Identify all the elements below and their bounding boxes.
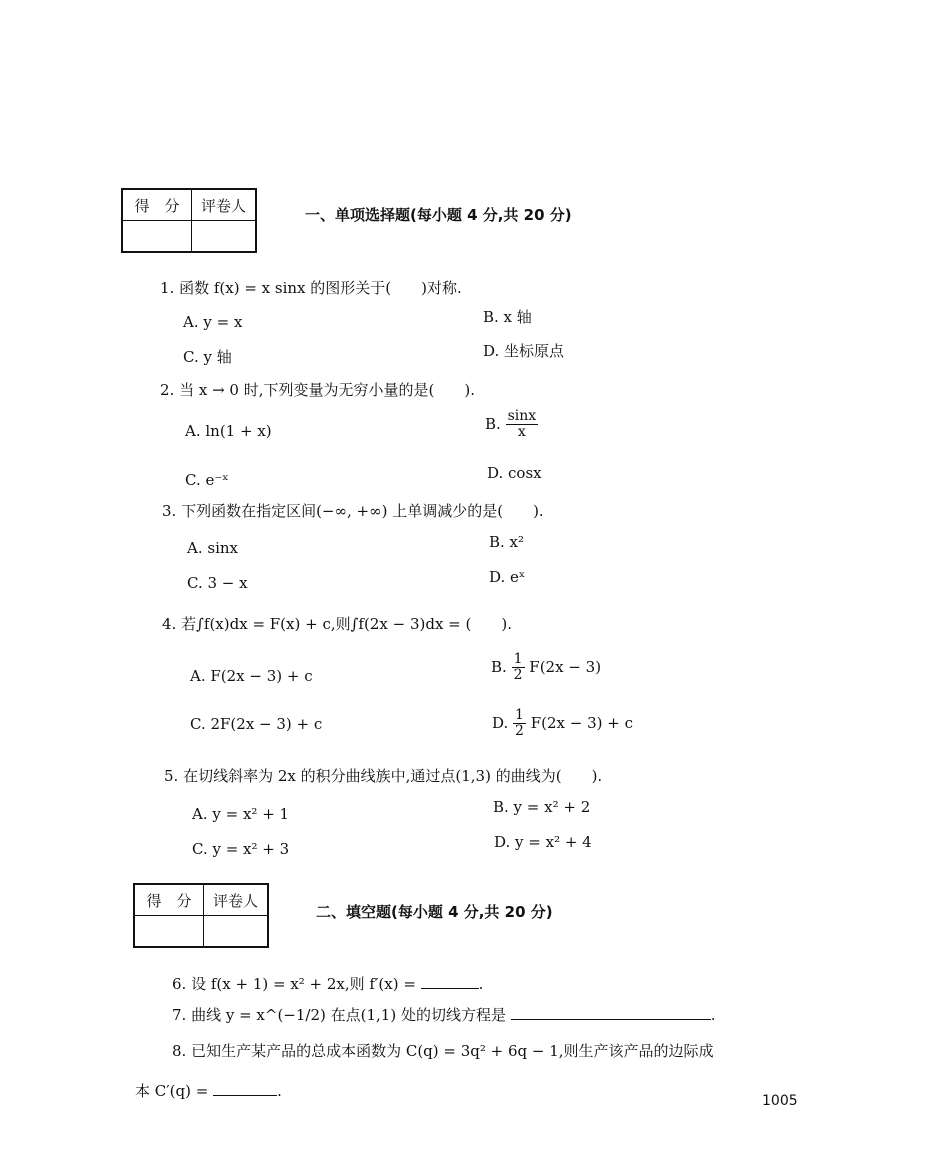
q2-option-c: C. e⁻ˣ xyxy=(185,471,229,489)
score-cell xyxy=(134,916,204,948)
q3-option-d: D. eˣ xyxy=(489,568,526,586)
section-title-2: 二、填空题(每小题 4 分,共 20 分) xyxy=(316,903,553,921)
question-3-stem: 3. 下列函数在指定区间(−∞, +∞) 上单调减少的是( ). xyxy=(162,502,544,520)
q8-stem: 本 C′(q) = xyxy=(135,1082,209,1100)
q7-answer-blank[interactable] xyxy=(511,1005,711,1020)
q4-b-prefix: B. xyxy=(491,657,507,676)
q2-b-denominator: x xyxy=(517,424,526,441)
q6-stem: 6. 设 f(x + 1) = x² + 2x,则 f′(x) = xyxy=(172,975,416,993)
q4-option-b xyxy=(491,652,601,684)
q4-b-fraction xyxy=(512,652,525,684)
question-8-line-2 xyxy=(135,1080,282,1101)
q2-b-numerator: sinx xyxy=(507,408,537,424)
grader-label: 评卷人 xyxy=(192,189,257,221)
q2-option-a: A. ln(1 + x) xyxy=(185,422,272,440)
q6-end: . xyxy=(478,975,484,993)
q4-option-c: C. 2F(2x − 3) + c xyxy=(190,715,323,733)
q5-option-b: B. y = x² + 2 xyxy=(493,798,591,816)
q3-option-c: C. 3 − x xyxy=(187,574,248,592)
grader-label: 评卷人 xyxy=(204,884,269,916)
q2-option-b xyxy=(485,409,538,441)
q2-option-d: D. cosx xyxy=(487,464,542,482)
question-5-stem: 5. 在切线斜率为 2x 的积分曲线族中,通过点(1,3) 的曲线为( ). xyxy=(164,767,603,785)
q4-d-fraction xyxy=(513,708,526,740)
q4-option-a: A. F(2x − 3) + c xyxy=(190,667,313,685)
q4-d-denominator: 2 xyxy=(515,723,524,740)
q4-b-rest: F(2x − 3) xyxy=(529,657,602,676)
q4-d-numerator: 1 xyxy=(515,707,524,723)
grader-cell xyxy=(192,221,257,253)
q5-option-d: D. y = x² + 4 xyxy=(494,833,592,851)
page-number: 1005 xyxy=(762,1093,798,1109)
question-7 xyxy=(172,1004,716,1025)
q7-stem: 7. 曲线 y = x^(−1/2) 在点(1,1) 处的切线方程是 xyxy=(172,1006,506,1024)
question-6 xyxy=(172,973,483,994)
q8-answer-blank[interactable] xyxy=(213,1081,277,1096)
q3-option-a: A. sinx xyxy=(187,539,238,557)
q1-option-b: B. x 轴 xyxy=(483,308,532,326)
question-8-line-1: 8. 已知生产某产品的总成本函数为 C(q) = 3q² + 6q − 1,则生产该产品的边际成 xyxy=(172,1042,714,1060)
q5-option-c: C. y = x² + 3 xyxy=(192,840,290,858)
q4-d-rest: F(2x − 3) + c xyxy=(530,713,634,732)
q5-option-a: A. y = x² + 1 xyxy=(192,805,290,823)
q7-end: . xyxy=(710,1006,716,1024)
score-label: 得 分 xyxy=(122,189,192,221)
q2-b-fraction xyxy=(506,409,539,441)
q4-b-denominator: 2 xyxy=(513,667,523,684)
section-title-1: 一、单项选择题(每小题 4 分,共 20 分) xyxy=(305,206,572,224)
q1-option-d: D. 坐标原点 xyxy=(483,342,565,360)
question-4-stem: 4. 若∫f(x)dx = F(x) + c,则∫f(2x − 3)dx = ( ). xyxy=(162,615,512,633)
score-table-1 xyxy=(121,188,257,253)
q1-option-a: A. y = x xyxy=(183,313,243,331)
q2-b-prefix: B. xyxy=(485,414,501,433)
q4-b-numerator: 1 xyxy=(513,651,523,667)
q8-end: . xyxy=(277,1082,282,1100)
q1-option-c: C. y 轴 xyxy=(183,348,232,366)
question-1-stem: 1. 函数 f(x) = x sinx 的图形关于( )对称. xyxy=(160,279,462,297)
q6-answer-blank[interactable] xyxy=(421,974,479,989)
score-table-2 xyxy=(133,883,269,948)
score-label: 得 分 xyxy=(134,884,204,916)
q3-option-b: B. x² xyxy=(489,533,525,551)
q4-d-prefix: D. xyxy=(492,713,509,732)
question-2-stem: 2. 当 x → 0 时,下列变量为无穷小量的是( ). xyxy=(160,381,475,399)
score-cell xyxy=(122,221,192,253)
q4-option-d xyxy=(492,708,633,740)
grader-cell xyxy=(204,916,269,948)
